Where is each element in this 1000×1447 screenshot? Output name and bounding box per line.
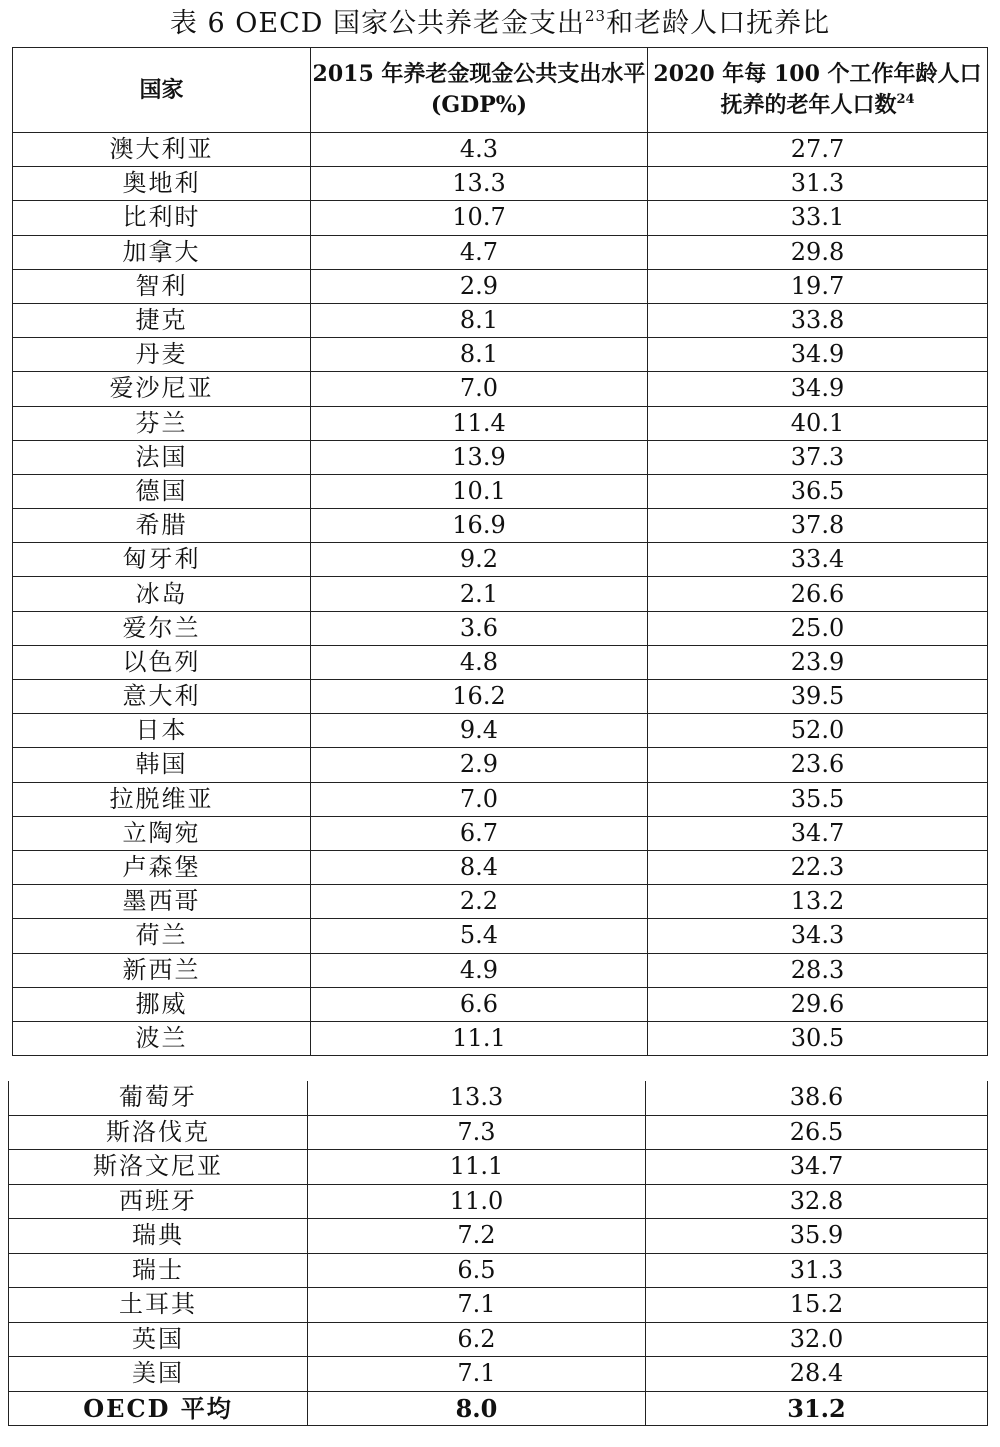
- table-row: [13, 509, 988, 543]
- dependency-ratio-cell: 36.5: [648, 474, 988, 508]
- pension-spending-cell: 13.3: [311, 167, 648, 201]
- country-cell: 爱沙尼亚: [13, 372, 311, 406]
- dependency-ratio-cell: 13.2: [648, 885, 988, 919]
- dependency-ratio-cell: 38.6: [646, 1081, 988, 1115]
- table-row: [9, 1115, 988, 1150]
- dependency-ratio-cell: 26.5: [646, 1115, 988, 1150]
- table-row: [13, 303, 988, 337]
- dependency-ratio-cell: 23.6: [648, 748, 988, 782]
- country-cell: 新西兰: [13, 953, 311, 987]
- table-row: [13, 919, 988, 953]
- pension-spending-cell: 5.4: [311, 919, 648, 953]
- table-title-prefix: 表 6 OECD 国家公共养老金支出: [169, 8, 585, 39]
- table-row: [13, 543, 988, 577]
- pension-spending-cell: 16.2: [311, 680, 648, 714]
- pension-spending-cell: 11.1: [311, 1021, 648, 1055]
- dependency-ratio-cell: 33.4: [648, 543, 988, 577]
- dependency-ratio-cell: 40.1: [648, 406, 988, 440]
- average-row: [9, 1391, 988, 1426]
- country-cell: 德国: [13, 474, 311, 508]
- dependency-ratio-cell: 30.5: [648, 1021, 988, 1055]
- pension-spending-cell: 9.4: [311, 714, 648, 748]
- dependency-ratio-cell: 31.3: [646, 1253, 988, 1288]
- table-row: [13, 577, 988, 611]
- pension-spending-cell: 3.6: [311, 611, 648, 645]
- pension-spending-cell: 16.9: [311, 509, 648, 543]
- pension-spending-cell: 13.3: [308, 1081, 646, 1115]
- table-row: [13, 406, 988, 440]
- header-dependency-ratio: [648, 48, 988, 133]
- country-cell: 以色列: [13, 645, 311, 679]
- country-cell: OECD 平均: [9, 1391, 308, 1426]
- dependency-ratio-cell: 28.4: [646, 1357, 988, 1392]
- pension-spending-cell: 11.0: [308, 1184, 646, 1219]
- country-cell: 澳大利亚: [13, 133, 311, 167]
- country-cell: 加拿大: [13, 235, 311, 269]
- table-row: [13, 782, 988, 816]
- table-row: [9, 1184, 988, 1219]
- table-row: [13, 440, 988, 474]
- country-cell: 美国: [9, 1357, 308, 1392]
- pension-spending-cell: 11.1: [308, 1150, 646, 1185]
- dependency-ratio-cell: 15.2: [646, 1288, 988, 1323]
- table-row: [9, 1150, 988, 1185]
- country-cell: 比利时: [13, 201, 311, 235]
- country-cell: 瑞典: [9, 1219, 308, 1254]
- header-row: [13, 48, 988, 133]
- footnote-ref-23: 23: [584, 7, 607, 25]
- pension-spending-cell: 2.9: [311, 748, 648, 782]
- pension-spending-cell: 4.9: [311, 953, 648, 987]
- dependency-ratio-cell: 52.0: [648, 714, 988, 748]
- dependency-ratio-cell: 23.9: [648, 645, 988, 679]
- dependency-ratio-cell: 26.6: [648, 577, 988, 611]
- pension-spending-cell: 2.9: [311, 269, 648, 303]
- pension-spending-cell: 6.5: [308, 1253, 646, 1288]
- pension-spending-cell: 4.7: [311, 235, 648, 269]
- country-cell: 卢森堡: [13, 850, 311, 884]
- table-row: [13, 611, 988, 645]
- pension-spending-cell: 2.2: [311, 885, 648, 919]
- dependency-ratio-cell: 31.3: [648, 167, 988, 201]
- dependency-ratio-cell: 35.9: [646, 1219, 988, 1254]
- table-title-suffix: 和老龄人口抚养比: [606, 8, 831, 39]
- dependency-ratio-cell: 37.8: [648, 509, 988, 543]
- oecd-pension-table-part1: [12, 47, 988, 1056]
- country-cell: 葡萄牙: [9, 1081, 308, 1115]
- dependency-ratio-cell: 19.7: [648, 269, 988, 303]
- country-cell: 奥地利: [13, 167, 311, 201]
- country-cell: 瑞士: [9, 1253, 308, 1288]
- table-title: [0, 4, 1000, 44]
- country-cell: 英国: [9, 1322, 308, 1357]
- dependency-ratio-cell: 34.7: [648, 816, 988, 850]
- table-row: [13, 1021, 988, 1055]
- pension-spending-cell: 2.1: [311, 577, 648, 611]
- pension-spending-cell: 7.0: [311, 372, 648, 406]
- pension-spending-cell: 11.4: [311, 406, 648, 440]
- pension-spending-cell: 13.9: [311, 440, 648, 474]
- dependency-ratio-cell: 34.3: [648, 919, 988, 953]
- table-row: [13, 885, 988, 919]
- country-cell: 荷兰: [13, 919, 311, 953]
- pension-spending-cell: 6.7: [311, 816, 648, 850]
- country-cell: 韩国: [13, 748, 311, 782]
- table-row: [9, 1322, 988, 1357]
- country-cell: 土耳其: [9, 1288, 308, 1323]
- pension-spending-cell: 4.3: [311, 133, 648, 167]
- pension-spending-cell: 7.1: [308, 1357, 646, 1392]
- pension-spending-cell: 8.4: [311, 850, 648, 884]
- country-cell: 法国: [13, 440, 311, 474]
- country-cell: 立陶宛: [13, 816, 311, 850]
- country-cell: 冰岛: [13, 577, 311, 611]
- table-row: [9, 1288, 988, 1323]
- dependency-ratio-cell: 34.9: [648, 338, 988, 372]
- table-row: [9, 1081, 988, 1115]
- footnote-ref-24: 24: [896, 92, 915, 107]
- table-row: [13, 748, 988, 782]
- dependency-ratio-cell: 34.9: [648, 372, 988, 406]
- pension-spending-cell: 8.0: [308, 1391, 646, 1426]
- pension-spending-cell: 7.0: [311, 782, 648, 816]
- dependency-ratio-cell: 35.5: [648, 782, 988, 816]
- country-cell: 芬兰: [13, 406, 311, 440]
- table-row: [9, 1219, 988, 1254]
- dependency-ratio-cell: 31.2: [646, 1391, 988, 1426]
- dependency-ratio-cell: 22.3: [648, 850, 988, 884]
- country-cell: 匈牙利: [13, 543, 311, 577]
- table-row: [13, 338, 988, 372]
- dependency-ratio-cell: 25.0: [648, 611, 988, 645]
- header-pension-spending: 2015 年养老金现金公共支出水平(GDP%): [311, 48, 648, 133]
- dependency-ratio-cell: 28.3: [648, 953, 988, 987]
- country-cell: 丹麦: [13, 338, 311, 372]
- country-cell: 智利: [13, 269, 311, 303]
- pension-spending-cell: 10.7: [311, 201, 648, 235]
- country-cell: 斯洛伐克: [9, 1115, 308, 1150]
- table-row: [13, 474, 988, 508]
- oecd-pension-table-part2: [8, 1081, 988, 1426]
- table-row: [13, 201, 988, 235]
- country-cell: 西班牙: [9, 1184, 308, 1219]
- table-row: [9, 1357, 988, 1392]
- pension-spending-cell: 6.2: [308, 1322, 646, 1357]
- header-country: 国家: [13, 48, 311, 133]
- country-cell: 拉脱维亚: [13, 782, 311, 816]
- dependency-ratio-cell: 32.0: [646, 1322, 988, 1357]
- dependency-ratio-cell: 39.5: [648, 680, 988, 714]
- table-row: [13, 680, 988, 714]
- table-row: [13, 235, 988, 269]
- table-row: [13, 850, 988, 884]
- table-row: [13, 714, 988, 748]
- pension-spending-cell: 4.8: [311, 645, 648, 679]
- pension-spending-cell: 9.2: [311, 543, 648, 577]
- table-row: [13, 953, 988, 987]
- dependency-ratio-cell: 33.1: [648, 201, 988, 235]
- table-row: [13, 987, 988, 1021]
- table-row: [13, 645, 988, 679]
- table-row: [13, 816, 988, 850]
- country-cell: 墨西哥: [13, 885, 311, 919]
- country-cell: 斯洛文尼亚: [9, 1150, 308, 1185]
- country-cell: 意大利: [13, 680, 311, 714]
- country-cell: 捷克: [13, 303, 311, 337]
- dependency-ratio-cell: 27.7: [648, 133, 988, 167]
- pension-spending-cell: 10.1: [311, 474, 648, 508]
- country-cell: 爱尔兰: [13, 611, 311, 645]
- table-row: [13, 133, 988, 167]
- pension-spending-cell: 6.6: [311, 987, 648, 1021]
- dependency-ratio-cell: 32.8: [646, 1184, 988, 1219]
- pension-spending-cell: 8.1: [311, 303, 648, 337]
- dependency-ratio-cell: 34.7: [646, 1150, 988, 1185]
- pension-spending-cell: 8.1: [311, 338, 648, 372]
- table-row: [13, 167, 988, 201]
- dependency-ratio-cell: 29.6: [648, 987, 988, 1021]
- pension-spending-cell: 7.3: [308, 1115, 646, 1150]
- table-row: [13, 269, 988, 303]
- dependency-ratio-cell: 33.8: [648, 303, 988, 337]
- dependency-ratio-cell: 37.3: [648, 440, 988, 474]
- country-cell: 挪威: [13, 987, 311, 1021]
- country-cell: 希腊: [13, 509, 311, 543]
- header-dependency-ratio-text: 2020 年每 100 个工作年龄人口抚养的老年人口数: [653, 61, 982, 118]
- table-row: [9, 1253, 988, 1288]
- pension-spending-cell: 7.2: [308, 1219, 646, 1254]
- pension-spending-cell: 7.1: [308, 1288, 646, 1323]
- country-cell: 波兰: [13, 1021, 311, 1055]
- country-cell: 日本: [13, 714, 311, 748]
- dependency-ratio-cell: 29.8: [648, 235, 988, 269]
- table-row: [13, 372, 988, 406]
